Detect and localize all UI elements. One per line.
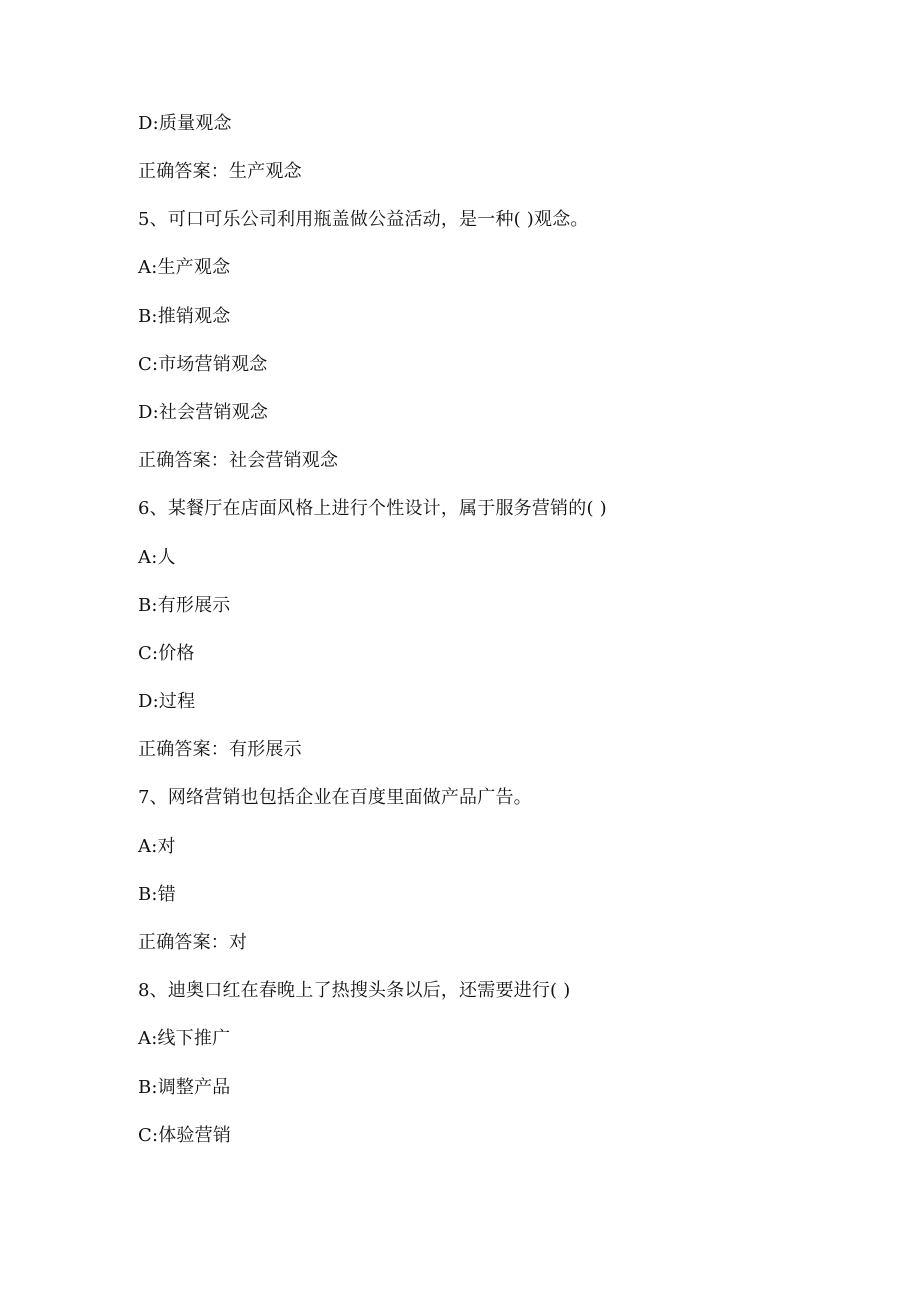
option-b-q7: B:错 <box>138 884 176 905</box>
answer-q5: 正确答案：社会营销观念 <box>138 450 339 471</box>
option-a-q7: A:对 <box>138 836 176 857</box>
question-5: 5、可口可乐公司利用瓶盖做公益活动，是一种( )观念。 <box>138 209 589 230</box>
option-d-q4: D:质量观念 <box>138 113 232 134</box>
option-c-q5: C:市场营销观念 <box>138 354 268 375</box>
option-b-q6: B:有形展示 <box>138 595 231 616</box>
option-a-q6: A:人 <box>138 547 176 568</box>
question-7: 7、网络营销也包括企业在百度里面做产品广告。 <box>138 787 532 808</box>
question-6: 6、某餐厅在店面风格上进行个性设计，属于服务营销的( ) <box>138 498 607 519</box>
option-c-q6: C:价格 <box>138 643 195 664</box>
option-c-q8: C:体验营销 <box>138 1125 232 1146</box>
option-a-q8: A:线下推广 <box>138 1028 231 1049</box>
answer-q4: 正确答案：生产观念 <box>138 161 302 182</box>
question-8: 8、迪奥口红在春晚上了热搜头条以后，还需要进行( ) <box>138 980 571 1001</box>
option-d-q6: D:过程 <box>138 691 196 712</box>
option-b-q5: B:推销观念 <box>138 306 231 327</box>
answer-q7: 正确答案：对 <box>138 932 248 953</box>
option-d-q5: D:社会营销观念 <box>138 402 269 423</box>
option-b-q8: B:调整产品 <box>138 1077 231 1098</box>
option-a-q5: A:生产观念 <box>138 257 231 278</box>
answer-q6: 正确答案：有形展示 <box>138 739 302 760</box>
